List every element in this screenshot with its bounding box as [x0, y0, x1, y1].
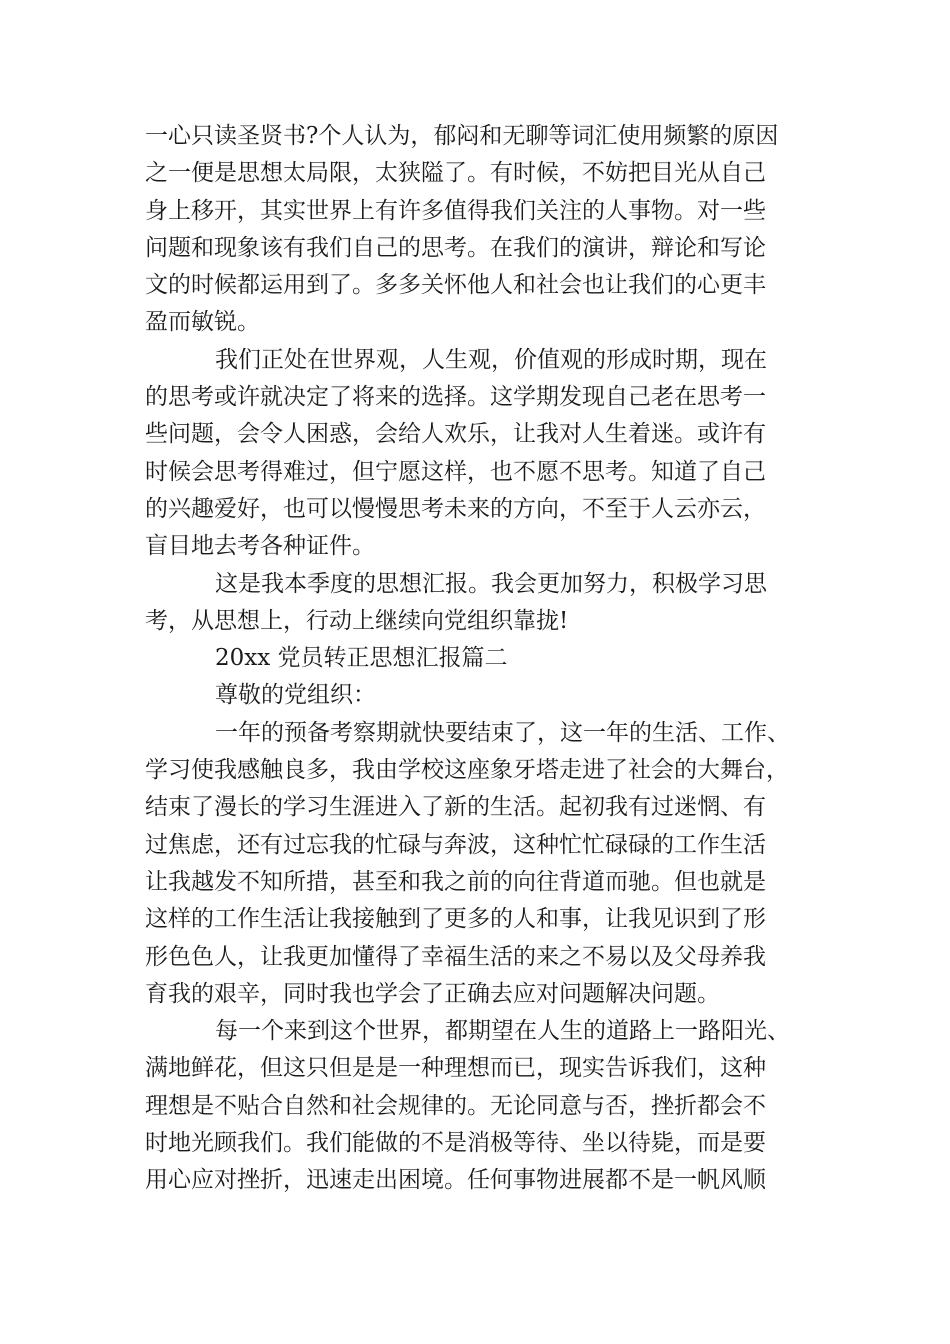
- text-line: 一心只读圣贤书?个人认为，郁闷和无聊等词汇使用频繁的原因: [145, 123, 779, 149]
- text-line: 形色色人，让我更加懂得了幸福生活的来之不易以及父母养我: [145, 943, 766, 970]
- paragraph-first-line: 每一个来到这个世界，都期望在人生的道路上一路阳光、: [215, 1018, 790, 1045]
- text-line: 之一便是思想太局限，太狭隘了。有时候，不妨把目光从自己: [145, 160, 766, 187]
- document-body: [145, 118, 810, 1200]
- paragraph-first-line: 我们正处在世界观，人生观，价值观的形成时期，现在: [215, 346, 767, 373]
- text-line: 盲目地去考各种证件。: [145, 533, 375, 560]
- text-line: 时地光顾我们。我们能做的不是消极等待、坐以待毙，而是要: [145, 1130, 766, 1157]
- text-line: 些问题，会令人困惑，会给人欢乐，让我对人生着迷。或许有: [145, 421, 766, 448]
- text-line: 问题和现象该有我们自己的思考。在我们的演讲，辩论和写论: [145, 234, 766, 261]
- text-line: 这样的工作生活让我接触到了更多的人和事，让我见识到了形: [145, 906, 766, 933]
- salutation: 尊敬的党组织：: [215, 682, 376, 709]
- text-line: 学习使我感触良多，我由学校这座象牙塔走进了社会的大舞台，: [145, 757, 789, 784]
- text-line: 的兴趣爱好，也可以慢慢思考未来的方向，不至于人云亦云，: [145, 495, 766, 522]
- text-line: 的思考或许就决定了将来的选择。这学期发现自己老在思考一: [145, 384, 766, 411]
- text-line: 盈而敏锐。: [145, 309, 260, 336]
- paragraph-first-line: 这是我本季度的思想汇报。我会更加努力，积极学习思: [215, 570, 767, 597]
- text-line: 用心应对挫折，迅速走出困境。任何事物进展都不是一帆风顺: [145, 1167, 766, 1194]
- text-line: 考，从思想上，行动上继续向党组织靠拢!: [145, 607, 569, 634]
- text-line: 理想是不贴合自然和社会规律的。无论同意与否，挫折都会不: [145, 1092, 766, 1119]
- text-line: 让我越发不知所措，甚至和我之前的向往背道而驰。但也就是: [145, 868, 766, 895]
- text-line: 育我的艰辛，同时我也学会了正确去应对问题解决问题。: [145, 980, 720, 1007]
- text-line: 身上移开，其实世界上有许多值得我们关注的人事物。对一些: [145, 197, 766, 224]
- text-line: 文的时候都运用到了。多多关怀他人和社会也让我们的心更丰: [145, 272, 766, 299]
- text-line: 满地鲜花，但这只但是是一种理想而已，现实告诉我们，这种: [145, 1055, 766, 1082]
- text-line: 时候会思考得难过，但宁愿这样，也不愿不思考。知道了自己: [145, 458, 766, 485]
- paragraph-first-line: 一年的预备考察期就快要结束了，这一年的生活、工作、: [215, 719, 790, 746]
- text-line: 过焦虑，还有过忘我的忙碌与奔波，这种忙忙碌碌的工作生活: [145, 831, 766, 858]
- section-heading: 20xx 党员转正思想汇报篇二: [215, 645, 508, 672]
- text-line: 结束了漫长的学习生涯进入了新的生活。起初我有过迷惘、有: [145, 794, 766, 821]
